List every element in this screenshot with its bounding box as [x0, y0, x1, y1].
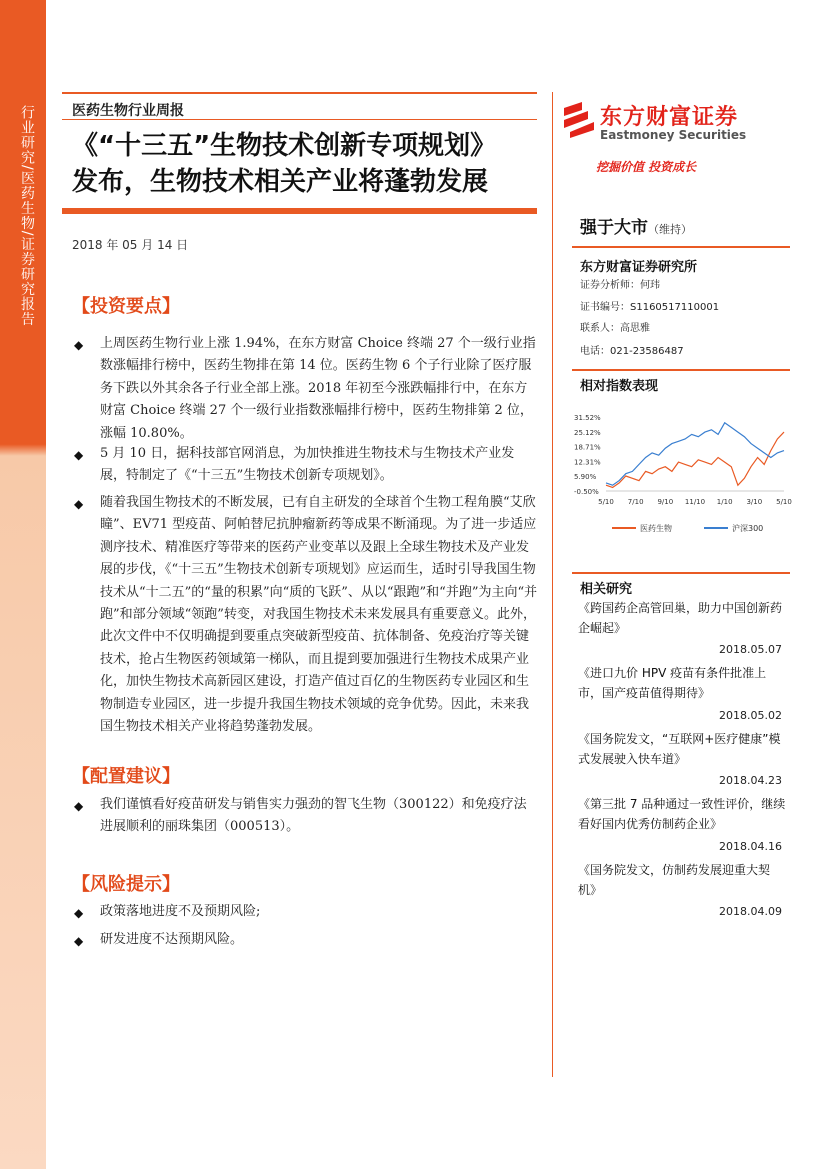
investment-point-3: 随着我国生物技术的不断发展，已有自主研发的全球首个生物工程角膜“艾欣瞳”、EV71 型疫苗、阿帕替尼抗肿瘤新药等成果不断涌现。为了进一步适应测序技术、精准医疗等带来的医药产业变革以及跟上全球生物技术及产业发展的步伐，《“十三五”生物技术创新专项规划》应运而生，适时引导我国生物技术从“十二五”的“量的积累”向“质的飞跃”、从以“跟跑”和“并跑”为主向“并跑”和部分领域“领跑”转变，对我国生物技术未来发展具有重要意义。此外，此次文件中不仅明确提到要重点突破新型疫苗、抗体制备、免疫治疗等关键技术，抢占生物医药领域第一梯队，而且提到要加强进行生物技术成果产业化，加快生物技术高新园区建设，打造产值过百亿的生物医药专业园区和生物制造专业园区，进一步提升我国生物技术领域的竞争优势。因此，未来我国生物技术相关产业将趋势蓬勃发展。: [100, 495, 538, 735]
bullet-diamond-icon: ◆: [74, 497, 84, 511]
risk-point-1: 政策落地进度不及预期风险;: [100, 904, 261, 919]
institute-name: 东方财富证券研究所: [580, 260, 698, 275]
x-tick-label: 5/10: [776, 498, 792, 506]
x-tick-label: 11/10: [684, 498, 706, 506]
related-heading: 相关研究: [580, 582, 633, 597]
investment-heading: 【投资要点】: [72, 296, 180, 317]
bullet-diamond-icon: ◆: [74, 799, 84, 813]
title-line-1: 《“十三五”生物技术创新专项规划》: [72, 131, 497, 161]
series-line: [606, 432, 784, 487]
y-tick-label: 25.12%: [574, 428, 601, 437]
bullet-diamond-icon: ◆: [74, 906, 84, 920]
chart-rule: [572, 369, 790, 371]
series-line: [606, 423, 784, 485]
page-title: [72, 128, 542, 200]
related-item-title[interactable]: 《第三批 7 品种通过一致性评价，继续看好国内优秀仿制药企业》: [578, 797, 786, 831]
y-tick-label: 12.31%: [574, 458, 601, 467]
x-tick-label: 1/10: [716, 498, 733, 506]
logo-english-name: Eastmoney Securities: [600, 128, 747, 142]
relative-index-chart: [572, 407, 790, 537]
related-item-date: 2018.05.02: [719, 709, 782, 722]
chart-heading: 相对指数表现: [580, 379, 659, 394]
report-type: 医药生物行业周报: [72, 103, 184, 119]
risk-point-2: 研发进度不达预期风险。: [100, 932, 244, 947]
related-item-title[interactable]: 《国务院发文，仿制药发展迎重大契机》: [578, 863, 771, 897]
header-thin-rule: [62, 119, 537, 120]
header-top-rule: [62, 92, 537, 94]
related-item-title[interactable]: 《国务院发文，“互联网+医疗健康”模式发展驶入快车道》: [578, 732, 781, 766]
phone: 电话：021-23586487: [580, 346, 684, 357]
sidebar-band: [0, 0, 46, 1169]
y-tick-label: -0.50%: [574, 488, 599, 496]
legend-label: 医药生物: [640, 524, 672, 533]
analyst: 证券分析师：何玮: [580, 280, 660, 291]
rating: [580, 213, 692, 238]
y-tick-label: 5.90%: [574, 473, 597, 482]
investment-point-1: 上周医药生物行业上涨 1.94%，在东方财富 Choice 终端 27 个一级行业指数涨幅排行榜中，医药生物排在第 14 位。医药生物 6 个子行业除了医疗服务下跌以外其余各子行业全部上涨。2018 年初至今涨跌幅排行中，在东方财富 Choice 终端 27 个一级行业指数涨幅排行榜中，医药生物排第 2 位，涨幅 10.80%。: [100, 336, 536, 441]
related-item-date: 2018.05.07: [719, 643, 782, 656]
x-tick-label: 7/10: [627, 498, 644, 506]
y-tick-label: 31.52%: [574, 414, 601, 422]
column-divider: [552, 92, 553, 1077]
related-item-date: 2018.04.09: [719, 905, 782, 918]
contact: 联系人：高思雅: [580, 323, 650, 334]
bullet-diamond-icon: ◆: [74, 338, 84, 352]
y-tick-label: 18.71%: [574, 443, 601, 452]
legend-label: 沪深300: [732, 524, 764, 533]
sidebar-category-text: 行业研究/医药生物/证券研究报告: [19, 105, 35, 327]
investment-point-2: 5 月 10 日，据科技部官网消息，为加快推进生物技术与生物技术产业发展，特制定了《“十三五”生物技术创新专项规划》。: [100, 446, 515, 484]
related-item-date: 2018.04.23: [719, 774, 782, 787]
logo-slogan: 挖掘价值 投资成长: [596, 160, 697, 174]
allocation-heading: 【配置建议】: [72, 766, 180, 787]
allocation-point-1: 我们谨慎看好疫苗研发与销售实力强劲的智飞生物（300122）和免疫疗法进展顺利的丽珠集团（000513）。: [100, 797, 527, 835]
rating-rule: [572, 246, 790, 248]
report-date: 2018 年 05 月 14 日: [72, 238, 189, 252]
eastmoney-logo-icon: [560, 100, 596, 138]
x-tick-label: 5/10: [598, 498, 614, 506]
related-rule: [572, 572, 790, 574]
rating-sub: （维持）: [648, 223, 692, 236]
x-tick-label: 9/10: [657, 498, 674, 506]
title-rule: [62, 208, 537, 214]
logo-chinese-name: 东方财富证券: [600, 105, 739, 130]
related-item-title[interactable]: 《跨国药企高管回巢，助力中国创新药企崛起》: [578, 601, 783, 635]
related-item-date: 2018.04.16: [719, 840, 782, 853]
bullet-diamond-icon: ◆: [74, 448, 84, 462]
risk-heading: 【风险提示】: [72, 874, 180, 895]
bullet-diamond-icon: ◆: [74, 934, 84, 948]
rating-text: 强于大市: [580, 218, 648, 238]
related-item-title[interactable]: 《进口九价 HPV 疫苗有条件批准上市，国产疫苗值得期待》: [578, 666, 767, 700]
title-line-2: 发布，生物技术相关产业将蓬勃发展: [72, 167, 489, 197]
certificate-number: 证书编号：S1160517110001: [580, 302, 720, 313]
x-tick-label: 3/10: [746, 498, 763, 506]
